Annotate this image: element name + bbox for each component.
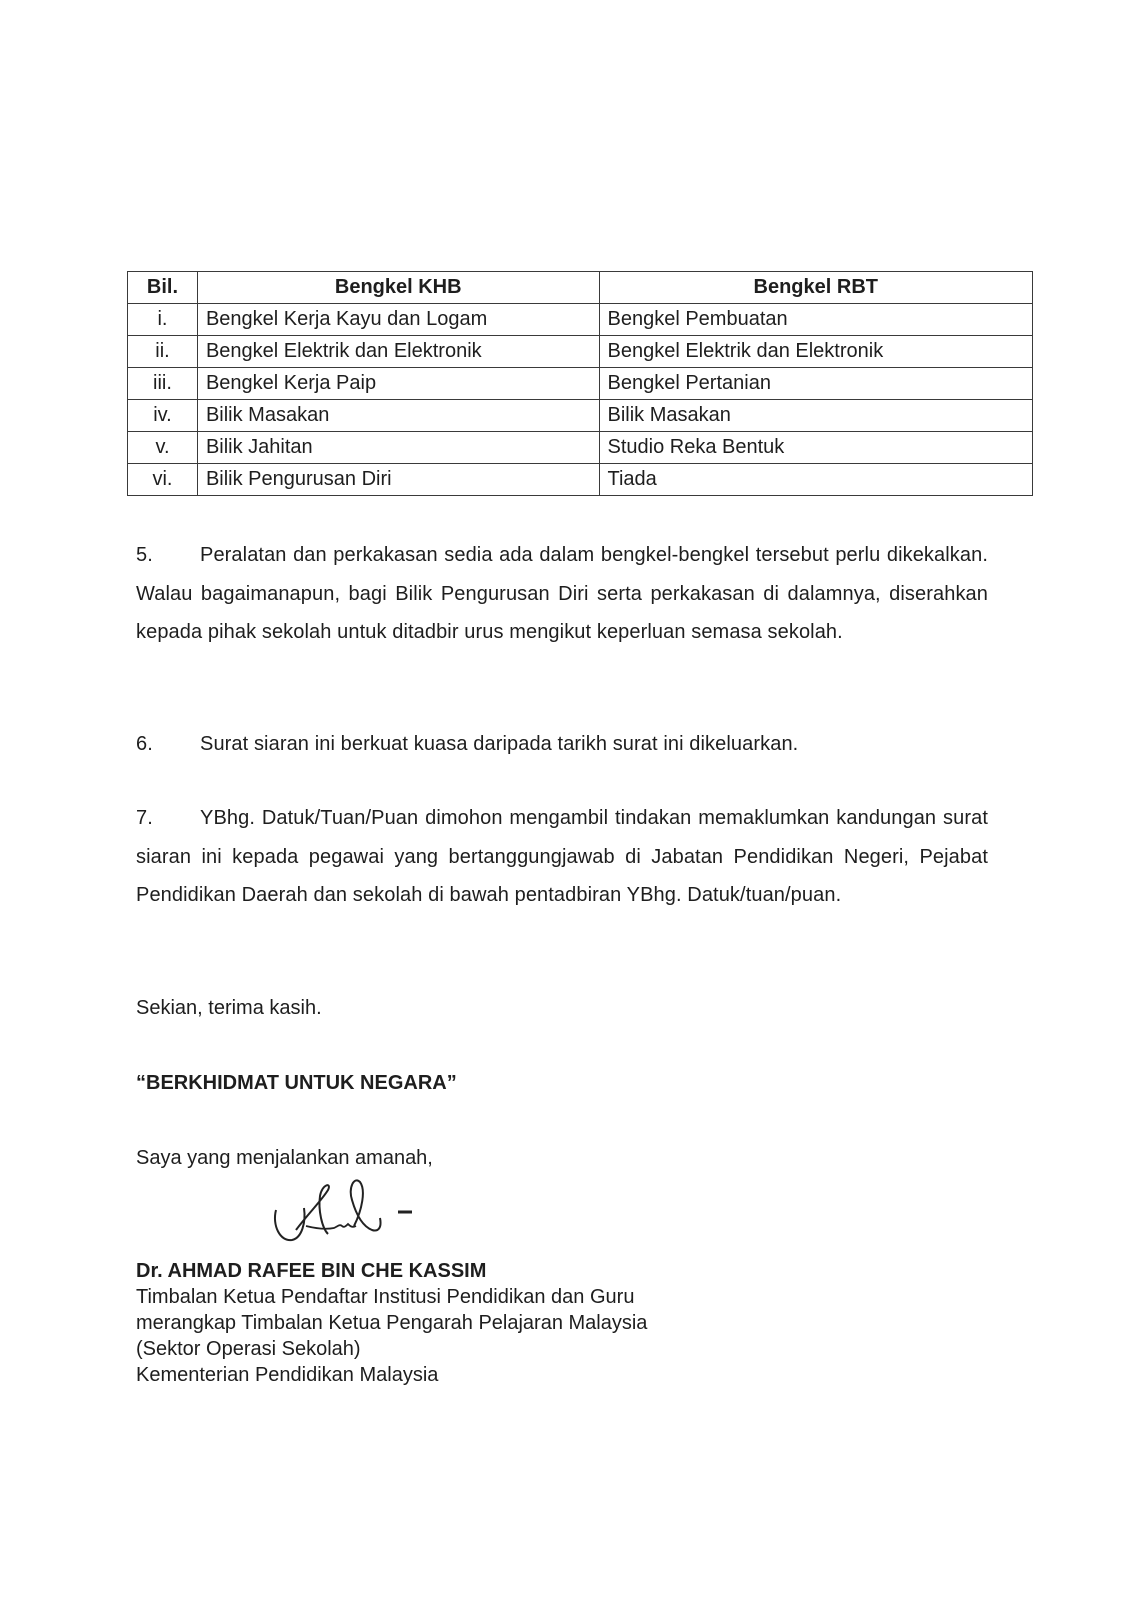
signature-block bbox=[136, 1258, 647, 1388]
paragraph-text: Surat siaran ini berkuat kuasa daripada tarikh surat ini dikeluarkan. bbox=[200, 733, 799, 755]
cell-rbt: Bilik Masakan bbox=[599, 400, 1033, 432]
column-header-bil: Bil. bbox=[128, 272, 198, 304]
table-row bbox=[128, 368, 1033, 400]
workshop-table bbox=[127, 271, 1033, 496]
table-row bbox=[128, 432, 1033, 464]
paragraph-number: 6. bbox=[136, 733, 153, 755]
cell-bil: v. bbox=[128, 432, 198, 464]
signatory-name: Dr. AHMAD RAFEE BIN CHE KASSIM bbox=[136, 1260, 487, 1282]
cell-rbt: Bengkel Elektrik dan Elektronik bbox=[599, 336, 1033, 368]
signatory-title-line: (Sektor Operasi Sekolah) bbox=[136, 1338, 361, 1360]
cell-rbt: Bengkel Pembuatan bbox=[599, 304, 1033, 336]
closing-line: Sekian, terima kasih. bbox=[136, 997, 322, 1019]
cell-khb: Bilik Jahitan bbox=[197, 432, 599, 464]
table-row bbox=[128, 400, 1033, 432]
cell-rbt: Tiada bbox=[599, 464, 1033, 496]
cell-rbt: Studio Reka Bentuk bbox=[599, 432, 1033, 464]
paragraph-7 bbox=[136, 799, 988, 915]
column-header-khb: Bengkel KHB bbox=[197, 272, 599, 304]
cell-bil: ii. bbox=[128, 336, 198, 368]
cell-khb: Bengkel Kerja Kayu dan Logam bbox=[197, 304, 599, 336]
signatory-title-line: Timbalan Ketua Pendaftar Institusi Pendidikan dan Guru bbox=[136, 1286, 635, 1308]
cell-bil: vi. bbox=[128, 464, 198, 496]
cell-khb: Bengkel Kerja Paip bbox=[197, 368, 599, 400]
paragraph-6 bbox=[136, 725, 988, 764]
signatory-title-line: merangkap Timbalan Ketua Pengarah Pelajaran Malaysia bbox=[136, 1312, 648, 1334]
cell-bil: iii. bbox=[128, 368, 198, 400]
cell-khb: Bengkel Elektrik dan Elektronik bbox=[197, 336, 599, 368]
paragraph-number: 5. bbox=[136, 544, 153, 566]
table-row bbox=[128, 336, 1033, 368]
cell-khb: Bilik Pengurusan Diri bbox=[197, 464, 599, 496]
motto: “BERKHIDMAT UNTUK NEGARA” bbox=[136, 1072, 457, 1094]
handwritten-signature bbox=[262, 1170, 422, 1250]
column-header-rbt: Bengkel RBT bbox=[599, 272, 1033, 304]
cell-bil: i. bbox=[128, 304, 198, 336]
cell-khb: Bilik Masakan bbox=[197, 400, 599, 432]
table-row bbox=[128, 464, 1033, 496]
paragraph-number: 7. bbox=[136, 807, 153, 829]
cell-rbt: Bengkel Pertanian bbox=[599, 368, 1033, 400]
signatory-title-line: Kementerian Pendidikan Malaysia bbox=[136, 1364, 439, 1386]
paragraph-text: Peralatan dan perkakasan sedia ada dalam bengkel-bengkel tersebut perlu dikekalkan. Walau bagaimanapun, bagi Bilik Pengurusan Diri serta perkakasan di dalamnya, diserahkan kepada pihak sekolah untuk ditadbir urus mengikut keperluan semasa sekolah. bbox=[136, 544, 988, 643]
cell-bil: iv. bbox=[128, 400, 198, 432]
table-row bbox=[128, 304, 1033, 336]
trust-line: Saya yang menjalankan amanah, bbox=[136, 1147, 433, 1169]
table-header-row bbox=[128, 272, 1033, 304]
paragraph-text: YBhg. Datuk/Tuan/Puan dimohon mengambil tindakan memaklumkan kandungan surat siaran ini kepada pegawai yang bertanggungjawab di Jabatan Pendidikan Negeri, Pejabat Pendidikan Daerah dan sekolah di bawah pentadbiran YBhg. Datuk/tuan/puan. bbox=[136, 807, 988, 906]
paragraph-5 bbox=[136, 536, 988, 652]
